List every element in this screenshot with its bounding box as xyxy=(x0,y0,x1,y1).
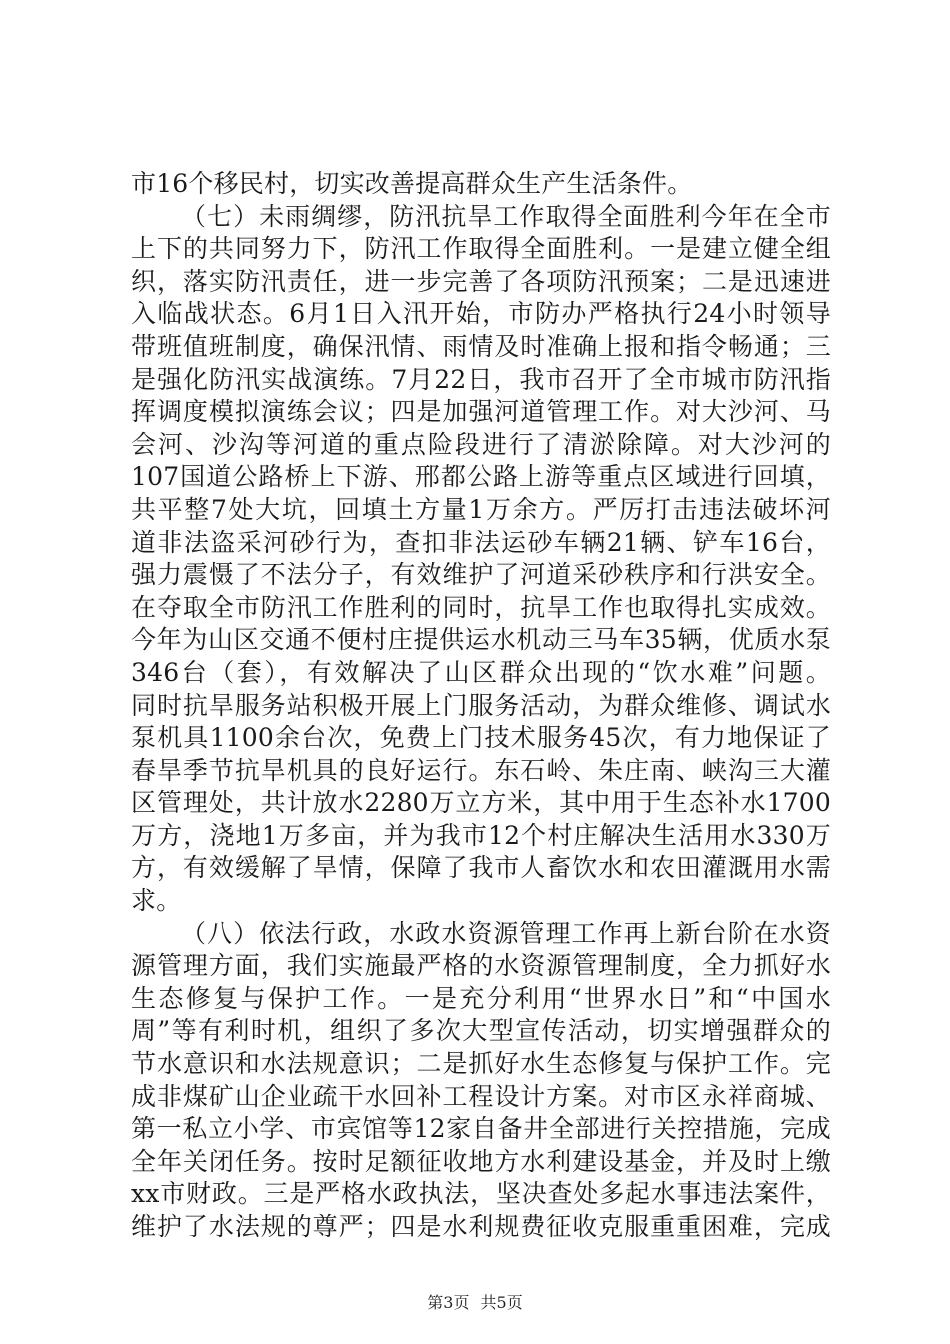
text-line: 挥调度模拟演练会议；四是加强河道管理工作。对大沙河、马 xyxy=(131,397,831,427)
text-line: 区管理处，共计放水2280万立方米，其中用于生态补水1700 xyxy=(131,788,831,818)
text-line: 方，有效缓解了旱情，保障了我市人畜饮水和农田灌溉用水需 xyxy=(131,853,831,883)
text-line: 是强化防汛实战演练。7月22日，我市召开了全市城市防汛指 xyxy=(131,364,831,394)
text-line: 带班值班制度，确保汛情、雨情及时准确上报和指令畅通；三 xyxy=(131,331,831,361)
text-line: 入临战状态。6月1日入汛开始，市防办严格执行24小时领导 xyxy=(131,299,831,329)
text-line: 今年为山区交通不便村庄提供运水机动三马车35辆，优质水泵 xyxy=(131,625,831,655)
text-line: 会河、沙沟等河道的重点险段进行了清淤除障。对大沙河的 xyxy=(131,429,831,459)
page-footer xyxy=(0,1290,950,1313)
text-line: 在夺取全市防汛工作胜利的同时，抗旱工作也取得扎实成效。 xyxy=(131,592,831,622)
text-line: 节水意识和水法规意识；二是抓好水生态修复与保护工作。完 xyxy=(131,1049,831,1079)
text-line: 泵机具1100余台次，免费上门技术服务45次，有力地保证了 xyxy=(131,723,831,753)
text-line: 成非煤矿山企业疏干水回补工程设计方案。对市区永祥商城、 xyxy=(131,1081,831,1111)
text-line: 强力震慑了不法分子，有效维护了河道采砂秩序和行洪安全。 xyxy=(131,560,831,590)
text-line: 源管理方面，我们实施最严格的水资源管理制度，全力抓好水 xyxy=(131,951,831,981)
text-line: 全年关闭任务。按时足额征收地方水利建设基金，并及时上缴 xyxy=(131,1146,831,1176)
text-line: 春旱季节抗旱机具的良好运行。东石岭、朱庄南、峡沟三大灌 xyxy=(131,755,831,785)
paragraph-heading-eight: （八）依法行政，水政水资源管理工作再上新台阶在水资 xyxy=(181,918,831,948)
text-line: 上下的共同努力下，防汛工作取得全面胜利。一是建立健全组 xyxy=(131,234,831,264)
text-line: 织，落实防汛责任，进一步完善了各项防汛预案；二是迅速进 xyxy=(131,266,831,296)
text-line: 周”等有利时机，组织了多次大型宣传活动，切实增强群众的 xyxy=(131,1016,831,1046)
text-line: 同时抗旱服务站积极开展上门服务活动，为群众维修、调试水 xyxy=(131,690,831,720)
text-line: 生态修复与保护工作。一是充分利用“世界水日”和“中国水 xyxy=(131,983,831,1013)
page-total: 共5页 xyxy=(480,1293,523,1312)
text-line: 346台（套），有效解决了山区群众出现的“饮水难”问题。 xyxy=(131,657,831,687)
text-line: 共平整7处大坑，回填土方量1万余方。严厉打击违法破坏河 xyxy=(131,494,831,524)
text-line: 第一私立小学、市宾馆等12家自备井全部进行关控措施，完成 xyxy=(131,1114,831,1144)
paragraph-heading-seven: （七）未雨绸缪，防汛抗旱工作取得全面胜利今年在全市 xyxy=(181,201,831,231)
text-line: xx市财政。三是严格水政执法，坚决查处多起水事违法案件， xyxy=(131,1179,831,1209)
text-line: 道非法盗采河砂行为，查扣非法运砂车辆21辆、铲车16台， xyxy=(131,527,831,557)
text-line: 求。 xyxy=(131,886,182,916)
text-line: 市16个移民村，切实改善提高群众生产生活条件。 xyxy=(131,169,693,198)
text-line: 万方，浇地1万多亩，并为我市12个村庄解决生活用水330万 xyxy=(131,820,831,850)
page-number: 第3页 xyxy=(427,1293,470,1312)
text-line: 107国道公路桥上下游、邢都公路上游等重点区域进行回填， xyxy=(131,462,831,492)
text-line: 维护了水法规的尊严；四是水利规费征收克服重重困难，完成 xyxy=(131,1212,831,1241)
document-body xyxy=(131,168,831,1244)
